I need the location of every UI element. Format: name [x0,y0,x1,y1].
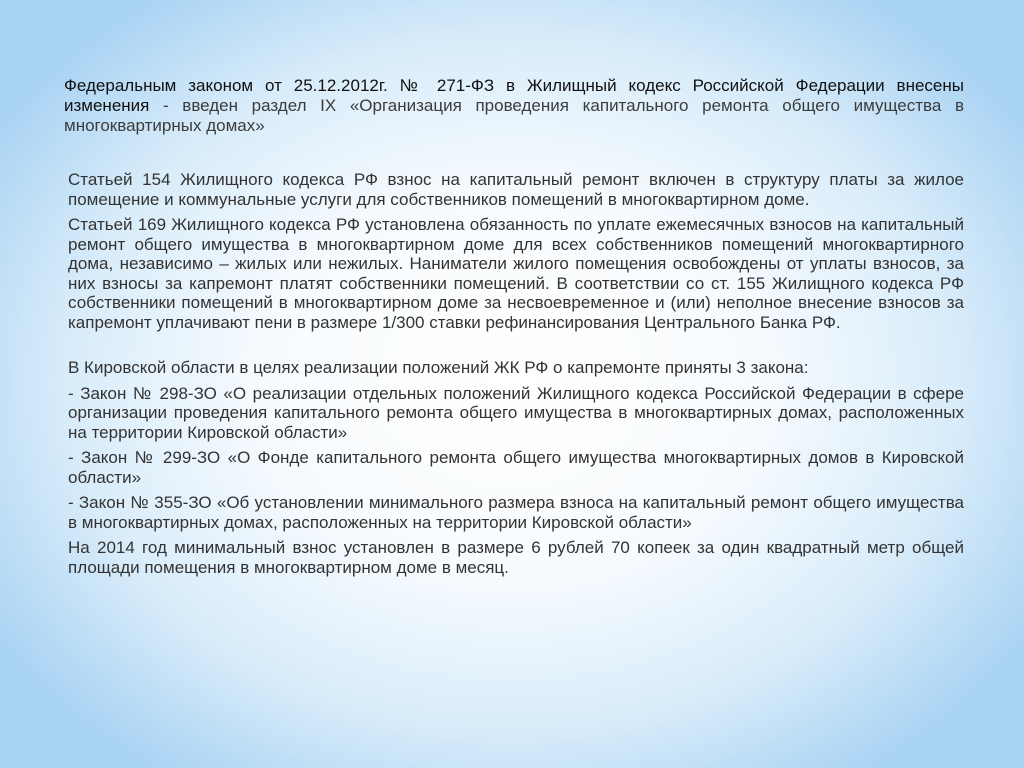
paragraph-article-169: Статьей 169 Жилищного кодекса РФ установлена обязанность по уплате ежемесячных взносов на капитальный ремонт общего имущества в многоквартирном доме для всех собственников помещений многоквартирного дома, независимо – жилых или нежилых. Наниматели жилого помещения освобождены от уплаты взносов, за них взносы за капремонт платят собственники помещений. В соответствии со ст. 155 Жилищного кодекса РФ собственники помещений в многоквартирном доме за несвоевременное и (или) неполное внесение взносов за капремонт уплачивают пени в размере 1/300 ставки рефинансирования Центрального Банка РФ. [68,215,964,332]
paragraph-law-299: - Закон № 299-ЗО «О Фонде капитального ремонта общего имущества многоквартирных домов в Кировской области» [68,448,964,487]
paragraph-minimum-fee: На 2014 год минимальный взнос установлен в размере 6 рублей 70 копеек за один квадратный метр общей площади помещения в многоквартирном доме в месяц. [68,538,964,577]
paragraph-law-355: - Закон № 355-ЗО «Об установлении минимального размера взноса на капитальный ремонт общего имущества в многоквартирных домах, расположенных на территории Кировской области» [68,493,964,532]
paragraph-law-298: - Закон № 298-ЗО «О реализации отдельных положений Жилищного кодекса Российской Федерации в сфере организации проведения капитального ремонта общего имущества в многоквартирных домах, расположенных на территории Кировской области» [68,383,964,442]
intro-lead: Федеральным законом от 25.12.2012г. № 271-ФЗ в Жилищный кодекс Российской Федерации внесены изменения [64,76,964,115]
slide-body [68,170,964,583]
intro-paragraph [64,76,964,136]
paragraph-kirov-laws-intro: В Кировской области в целях реализации положений ЖК РФ о капремонте приняты 3 закона: [68,358,809,377]
intro-rest: - введен раздел IX «Организация проведения капитального ремонта общего имущества в многоквартирных домах» [64,96,964,135]
paragraph-article-154: Статьей 154 Жилищного кодекса РФ взнос на капитальный ремонт включен в структуру платы за жилое помещение и коммунальные услуги для собственников помещений в многоквартирном доме. [68,170,964,209]
